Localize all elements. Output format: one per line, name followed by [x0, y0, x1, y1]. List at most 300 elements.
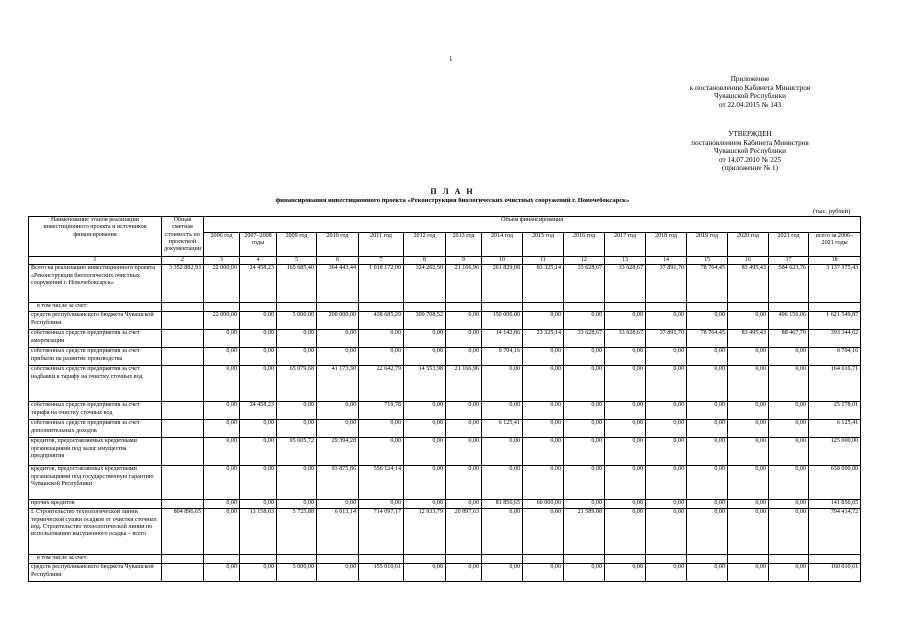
cell-value: 393 344,62	[809, 330, 861, 348]
cell-value: 9 704,16	[482, 348, 523, 366]
cell-value: 0,00	[317, 348, 359, 366]
cell-value: 0,00	[446, 348, 482, 366]
column-index: 17	[769, 257, 809, 265]
cell-value: 21 589,08	[564, 509, 605, 555]
cell-value: 0,00	[605, 312, 646, 330]
cell-value: 0,00	[687, 466, 728, 500]
header-year: 2011 год	[359, 233, 404, 257]
table-row	[29, 330, 861, 348]
cell-value	[162, 303, 204, 312]
cell-value: 0,00	[646, 366, 687, 402]
cell-value	[482, 303, 523, 312]
cell-value: 0,00	[646, 348, 687, 366]
cell-value: 0,00	[646, 509, 687, 555]
cell-value: 33 628,67	[605, 265, 646, 303]
cell-value: 0,00	[769, 509, 809, 555]
cell-value: 0,00	[605, 348, 646, 366]
cell-value: 0,00	[482, 438, 523, 466]
header-year: 2010 год	[317, 233, 359, 257]
table-row	[29, 303, 861, 312]
cell-value	[162, 312, 204, 330]
cell-value: 3 352 882,93	[162, 265, 204, 303]
cell-value: 650 000,00	[809, 466, 861, 500]
cell-value: 0,00	[769, 402, 809, 420]
cell-value	[162, 348, 204, 366]
cell-value: 261 829,08	[482, 265, 523, 303]
row-label: собственных средств предприятия за счет надбавки к тарифу на очистку сточных вод	[29, 366, 162, 402]
table-row	[29, 555, 861, 564]
cell-value: 6 125,41	[482, 420, 523, 438]
cell-value: 83 495,43	[728, 330, 769, 348]
cell-value	[446, 303, 482, 312]
cell-value: 0,00	[687, 500, 728, 509]
cell-value	[809, 555, 861, 564]
cell-value	[605, 303, 646, 312]
cell-value: 0,00	[240, 564, 277, 582]
approval-block	[660, 130, 840, 173]
cell-value	[482, 555, 523, 564]
cell-value	[446, 555, 482, 564]
cell-value: 0,00	[404, 500, 446, 509]
cell-value: 0,00	[687, 312, 728, 330]
cell-value: 0,00	[204, 466, 240, 500]
column-index: 16	[728, 257, 769, 265]
cell-value: 0,00	[687, 366, 728, 402]
column-index: 18	[809, 257, 861, 265]
cell-value: 556 124,14	[359, 466, 404, 500]
row-label: кредитов, предоставляемых кредитными организациями под залог имущества предприятия	[29, 438, 162, 466]
cell-value: 0,00	[728, 402, 769, 420]
header-year: всего за 2006–2021 годы	[809, 233, 861, 257]
cell-value: 0,00	[605, 402, 646, 420]
header-year: 2018 год	[646, 233, 687, 257]
cell-value	[359, 555, 404, 564]
cell-value: 93 875,86	[317, 466, 359, 500]
cell-value	[564, 555, 605, 564]
header-year: 2021 год	[769, 233, 809, 257]
cell-value: 0,00	[769, 564, 809, 582]
cell-value: 155 010,61	[359, 564, 404, 582]
cell-value	[605, 555, 646, 564]
cell-value: 794 414,72	[809, 509, 861, 555]
cell-value: 83 495,43	[728, 265, 769, 303]
cell-value	[646, 555, 687, 564]
cell-value	[162, 366, 204, 402]
table-row	[29, 500, 861, 509]
cell-value	[162, 330, 204, 348]
table-row	[29, 265, 861, 303]
cell-value: 0,00	[446, 330, 482, 348]
cell-value: 0,00	[523, 402, 564, 420]
row-label: собственных средств предприятия за счет тарифа на очистку сточных вод	[29, 402, 162, 420]
cell-value: 0,00	[317, 420, 359, 438]
cell-value: 3 137 375,43	[809, 265, 861, 303]
cell-value: 0,00	[204, 330, 240, 348]
cell-value: 0,00	[728, 366, 769, 402]
cell-value: 0,00	[687, 348, 728, 366]
appendix-line: Приложение	[730, 75, 770, 83]
cell-value: 164 616,71	[809, 366, 861, 402]
cell-value: 6 125,41	[809, 420, 861, 438]
cell-value: 0,00	[646, 564, 687, 582]
cell-value: 23 325,14	[523, 330, 564, 348]
cell-value: 0,00	[687, 438, 728, 466]
cell-value: 125 000,00	[809, 438, 861, 466]
cell-value: 0,00	[728, 438, 769, 466]
cell-value	[317, 555, 359, 564]
cell-value: 5 000,00	[277, 312, 317, 330]
cell-value: 0,00	[523, 348, 564, 366]
table-row	[29, 564, 861, 582]
cell-value: 200 000,00	[317, 312, 359, 330]
appendix-line: к постановлению Кабинета Министров	[689, 83, 811, 92]
cell-value: 0,00	[359, 330, 404, 348]
cell-value: 496 156,06	[769, 312, 809, 330]
column-index: 5	[277, 257, 317, 265]
cell-value: 0,00	[404, 402, 446, 420]
cell-value: 719,78	[359, 402, 404, 420]
header-year: 2007–2008 годы	[240, 233, 277, 257]
cell-value: 37 891,70	[646, 265, 687, 303]
cell-value	[523, 303, 564, 312]
cell-value: 0,00	[769, 420, 809, 438]
cell-value: 0,00	[769, 348, 809, 366]
cell-value: 0,00	[240, 312, 277, 330]
cell-value: 0,00	[277, 348, 317, 366]
cell-value: 0,00	[605, 564, 646, 582]
cell-value: 0,00	[404, 330, 446, 348]
column-index: 2	[162, 257, 204, 265]
cell-value: 22 642,79	[359, 366, 404, 402]
cell-value: 95 605,72	[277, 438, 317, 466]
cell-value: 81 856,65	[482, 500, 523, 509]
cell-value	[728, 555, 769, 564]
cell-value: 0,00	[605, 509, 646, 555]
document-subtitle: финансирования инвестиционного проекта «Реконструкция биологических очистных сооружений г. Новочебоксарск»	[275, 197, 630, 204]
cell-value	[809, 303, 861, 312]
cell-value: 0,00	[446, 500, 482, 509]
cell-value: 0,00	[240, 348, 277, 366]
header-year: 2019 год	[687, 233, 728, 257]
cell-value: 0,00	[277, 330, 317, 348]
header-year: 2020 год	[728, 233, 769, 257]
cell-value: 0,00	[204, 402, 240, 420]
cell-value: 0,00	[523, 438, 564, 466]
cell-value: 0,00	[446, 564, 482, 582]
cell-value	[404, 303, 446, 312]
header-name: Наименование этапов реализации инвестиционного проекта и источников финансирования	[29, 217, 162, 257]
cell-value: 0,00	[359, 420, 404, 438]
table-row	[29, 466, 861, 500]
cell-value: 22 000,00	[204, 265, 240, 303]
header-volume: Объем финансирования	[204, 217, 861, 233]
column-index: 13	[605, 257, 646, 265]
cell-value	[769, 303, 809, 312]
cell-value	[277, 303, 317, 312]
cell-value: 0,00	[277, 402, 317, 420]
cell-value: 0,00	[204, 509, 240, 555]
cell-value	[162, 564, 204, 582]
cell-value: 0,00	[523, 564, 564, 582]
cell-value: 1 018 172,00	[359, 265, 404, 303]
cell-value: 309 708,52	[404, 312, 446, 330]
header-year: 2016 год	[564, 233, 605, 257]
cell-value: 0,00	[404, 466, 446, 500]
cell-value	[204, 303, 240, 312]
row-label: в том числе за счет:	[29, 303, 162, 312]
cell-value: 0,00	[359, 438, 404, 466]
cell-value: 0,00	[204, 564, 240, 582]
cell-value	[162, 466, 204, 500]
cell-value: 25 178,01	[809, 402, 861, 420]
cell-value: 0,00	[317, 564, 359, 582]
cell-value	[162, 420, 204, 438]
cell-value: 0,00	[240, 330, 277, 348]
column-index: 1	[29, 257, 162, 265]
cell-value: 0,00	[728, 466, 769, 500]
cell-value: 41 173,30	[317, 366, 359, 402]
appendix-line: Чувашской Республики	[714, 92, 786, 101]
cell-value: 21 166,96	[446, 366, 482, 402]
cell-value: 0,00	[523, 509, 564, 555]
cell-value: 0,00	[482, 402, 523, 420]
cell-value: 0,00	[646, 402, 687, 420]
cell-value: 0,00	[523, 366, 564, 402]
cell-value: 0,00	[687, 564, 728, 582]
cell-value: 33 628,67	[605, 330, 646, 348]
header-year: 2013 год	[446, 233, 482, 257]
cell-value: 78 764,45	[687, 265, 728, 303]
cell-value	[162, 402, 204, 420]
cell-value: 0,00	[564, 366, 605, 402]
cell-value: 29 394,28	[317, 438, 359, 466]
approval-line: Чувашской Республики	[714, 147, 786, 156]
table-row	[29, 438, 861, 466]
header-year: 2017 год	[605, 233, 646, 257]
cell-value: 24 458,23	[240, 402, 277, 420]
cell-value: 5 725,88	[277, 509, 317, 555]
cell-value: 0,00	[605, 466, 646, 500]
financing-plan-table	[28, 216, 861, 582]
cell-value: 0,00	[646, 420, 687, 438]
cell-value	[404, 555, 446, 564]
cell-value	[564, 303, 605, 312]
column-index: 7	[359, 257, 404, 265]
cell-value: 0,00	[240, 500, 277, 509]
cell-value: 65 079,68	[277, 366, 317, 402]
cell-value: 0,00	[605, 500, 646, 509]
table-row	[29, 420, 861, 438]
cell-value: 0,00	[564, 564, 605, 582]
cell-value: 0,00	[204, 366, 240, 402]
cell-value: 0,00	[769, 466, 809, 500]
cell-value	[204, 555, 240, 564]
cell-value: 438 685,29	[359, 312, 404, 330]
cell-value: 0,00	[317, 500, 359, 509]
cell-value: 0,00	[482, 366, 523, 402]
cell-value: 60 000,00	[523, 500, 564, 509]
cell-value	[523, 555, 564, 564]
cell-value	[769, 555, 809, 564]
cell-value: 324 262,50	[404, 265, 446, 303]
cell-value: 0,00	[728, 348, 769, 366]
cell-value: 24 458,23	[240, 265, 277, 303]
table-row	[29, 402, 861, 420]
cell-value: 0,00	[728, 500, 769, 509]
cell-value: 0,00	[564, 466, 605, 500]
cell-value: 0,00	[482, 509, 523, 555]
cell-value: 0,00	[523, 466, 564, 500]
appendix-block	[660, 75, 840, 109]
cell-value: 0,00	[204, 438, 240, 466]
cell-value: 0,00	[359, 500, 404, 509]
cell-value: 0,00	[204, 500, 240, 509]
cell-value: 78 764,45	[687, 330, 728, 348]
cell-value: 0,00	[687, 402, 728, 420]
cell-value: 0,00	[317, 330, 359, 348]
table-row	[29, 312, 861, 330]
cell-value: 5 000,00	[277, 564, 317, 582]
cell-value: 0,00	[564, 402, 605, 420]
cell-value	[240, 555, 277, 564]
cell-value: 0,00	[404, 348, 446, 366]
cell-value	[162, 438, 204, 466]
row-label: кредитов, предоставляемых кредитными организациями под государственную гарантию Чувашской Республики	[29, 466, 162, 500]
cell-value: 0,00	[687, 420, 728, 438]
cell-value: 20 897,63	[446, 509, 482, 555]
cell-value: 13 158,03	[240, 509, 277, 555]
cell-value: 0,00	[728, 509, 769, 555]
header-year: 2009 год	[277, 233, 317, 257]
cell-value: 0,00	[240, 466, 277, 500]
column-index: 10	[482, 257, 523, 265]
cell-value: 0,00	[204, 420, 240, 438]
cell-value: 0,00	[728, 564, 769, 582]
cell-value: 9 704,16	[809, 348, 861, 366]
cell-value: 33 628,67	[564, 265, 605, 303]
cell-value: 0,00	[240, 420, 277, 438]
cell-value: 364 443,44	[317, 265, 359, 303]
approval-line: УТВЕРЖДЕН	[728, 130, 772, 138]
cell-value: 0,00	[605, 366, 646, 402]
header-year: 2012 год	[404, 233, 446, 257]
cell-value: 21 166,96	[446, 265, 482, 303]
column-index: 8	[404, 257, 446, 265]
cell-value: 0,00	[277, 420, 317, 438]
cell-value: 0,00	[687, 509, 728, 555]
header-year: 2015 год	[523, 233, 564, 257]
row-label: прочих кредитов	[29, 500, 162, 509]
cell-value: 0,00	[317, 402, 359, 420]
cell-value: 14 142,86	[482, 330, 523, 348]
cell-value: 0,00	[446, 420, 482, 438]
cell-value: 0,00	[605, 420, 646, 438]
column-index: 6	[317, 257, 359, 265]
cell-value: 141 856,65	[809, 500, 861, 509]
cell-value: 0,00	[204, 348, 240, 366]
cell-value: 0,00	[646, 438, 687, 466]
row-label: I. Строительство технологической линии термической сушки осадков от очистки сточных вод. Строительство технологической линии по использованию высушенного осадка – всего	[29, 509, 162, 555]
approval-line: от 14.07.2010 № 225	[718, 155, 781, 164]
cell-value: 0,00	[769, 366, 809, 402]
cell-value: 0,00	[277, 500, 317, 509]
row-label: средств республиканского бюджета Чувашской Республики	[29, 312, 162, 330]
cell-value: 0,00	[359, 348, 404, 366]
cell-value	[359, 303, 404, 312]
cell-value: 0,00	[446, 438, 482, 466]
header-total-cost: Общая сметная стоимость по проектной документации	[162, 217, 204, 257]
cell-value	[728, 303, 769, 312]
approval-line: постановлением Кабинета Министров	[691, 138, 809, 147]
cell-value: 0,00	[646, 466, 687, 500]
cell-value: 0,00	[446, 402, 482, 420]
cell-value: 0,00	[240, 366, 277, 402]
cell-value: 0,00	[564, 348, 605, 366]
cell-value: 0,00	[769, 438, 809, 466]
cell-value: 165 685,40	[277, 265, 317, 303]
cell-value: 0,00	[446, 466, 482, 500]
column-index: 9	[446, 257, 482, 265]
row-label: Всего на реализацию инвестиционного проекта «Реконструкция биологических очистных сооружений г. Новочебоксарск»	[29, 265, 162, 303]
table-row	[29, 509, 861, 555]
column-index: 11	[523, 257, 564, 265]
cell-value: 584 623,76	[769, 265, 809, 303]
cell-value	[162, 555, 204, 564]
cell-value: 0,00	[564, 312, 605, 330]
page-number: 1	[449, 55, 453, 63]
approval-line: (приложение № 1)	[721, 164, 779, 173]
header-year: 2014 год	[482, 233, 523, 257]
cell-value: 12 933,79	[404, 509, 446, 555]
cell-value: 88 467,70	[769, 330, 809, 348]
row-label: собственных средств предприятия за счет прибыли на развитие производства	[29, 348, 162, 366]
cell-value: 83 325,14	[523, 265, 564, 303]
cell-value: 33 628,67	[564, 330, 605, 348]
units-label: (тыс. рублей)	[813, 208, 851, 215]
cell-value: 22 000,00	[204, 312, 240, 330]
row-label: собственных средств предприятия за счет амортизации	[29, 330, 162, 348]
cell-value: 150 000,00	[482, 312, 523, 330]
cell-value: 1 621 549,87	[809, 312, 861, 330]
cell-value: 0,00	[605, 438, 646, 466]
column-index: 14	[646, 257, 687, 265]
cell-value: 0,00	[404, 420, 446, 438]
appendix-line: от 22.04.2015 № 143	[718, 100, 781, 109]
cell-value: 0,00	[769, 500, 809, 509]
cell-value: 160 010,61	[809, 564, 861, 582]
cell-value	[277, 555, 317, 564]
column-index: 15	[687, 257, 728, 265]
column-index: 3	[204, 257, 240, 265]
cell-value: 714 097,17	[359, 509, 404, 555]
header-year: 2006 год	[204, 233, 240, 257]
cell-value: 0,00	[728, 312, 769, 330]
cell-value: 6 013,14	[317, 509, 359, 555]
table-row	[29, 348, 861, 366]
cell-value: 0,00	[523, 312, 564, 330]
cell-value: 0,00	[404, 564, 446, 582]
cell-value: 0,00	[564, 420, 605, 438]
column-index: 12	[564, 257, 605, 265]
cell-value	[240, 303, 277, 312]
cell-value: 0,00	[277, 466, 317, 500]
cell-value: 14 553,98	[404, 366, 446, 402]
row-label: средств республиканского бюджета Чувашской Республики	[29, 564, 162, 582]
cell-value	[317, 303, 359, 312]
cell-value	[687, 555, 728, 564]
cell-value: 0,00	[564, 500, 605, 509]
cell-value	[687, 303, 728, 312]
